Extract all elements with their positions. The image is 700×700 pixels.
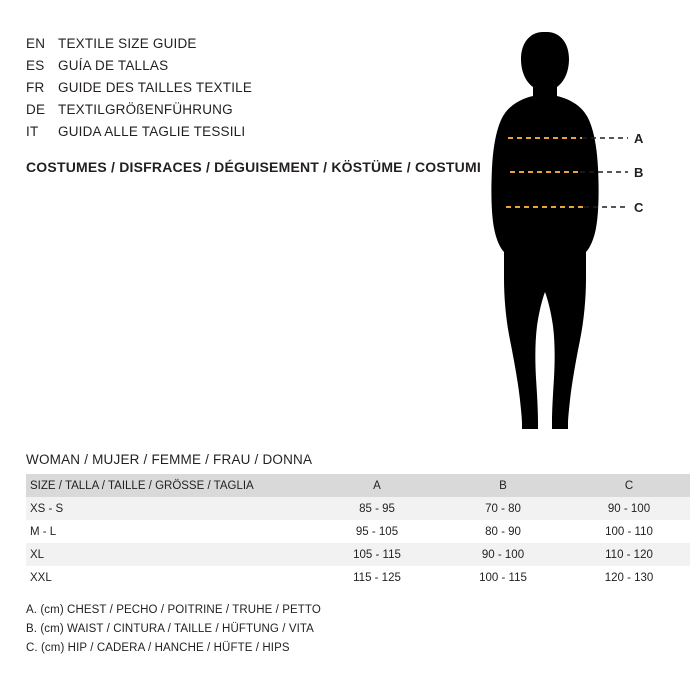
language-code: EN [26,36,46,51]
table-header-cell: SIZE / TALLA / TAILLE / GRÖSSE / TAGLIA [26,474,312,497]
table-row [26,520,690,543]
table-header-cell: A [312,474,438,497]
language-row [26,102,446,124]
costumes-heading: COSTUMES / DISFRACES / DÉGUISEMENT / KÖSTÜME / COSTUMI [26,159,481,175]
measure-label-b: B [634,165,644,180]
table-cell-a: 115 - 125 [312,566,438,589]
body-figure [460,30,680,440]
table-cell-b: 90 - 100 [438,543,564,566]
table-cell-a: 105 - 115 [312,543,438,566]
language-row [26,36,446,58]
table-cell-c: 90 - 100 [564,497,690,520]
language-list [26,36,446,146]
measurement-legend [26,601,321,658]
legend-line-b: B. (cm) WAIST / CINTURA / TAILLE / HÜFTUNG / VITA [26,623,314,635]
language-code: FR [26,80,45,95]
language-title: TEXTILE SIZE GUIDE [58,36,197,51]
language-title: GUIDA ALLE TAGLIE TESSILI [58,124,246,139]
table-cell-b: 100 - 115 [438,566,564,589]
language-title: GUIDE DES TAILLES TEXTILE [58,80,253,95]
table-header-cell: C [564,474,690,497]
table-row [26,566,690,589]
size-table-block [26,452,674,589]
table-header-row [26,474,690,497]
table-row [26,497,690,520]
table-row [26,543,690,566]
size-table [26,474,690,589]
table-cell-size: XS - S [26,497,312,520]
table-title: WOMAN / MUJER / FEMME / FRAU / DONNA [26,452,313,467]
language-row [26,80,446,102]
measure-label-c: C [634,200,644,215]
legend-line-a: A. (cm) CHEST / PECHO / POITRINE / TRUHE / PETTO [26,604,321,616]
measure-label-group [460,30,680,440]
language-code: ES [26,58,45,73]
table-cell-b: 70 - 80 [438,497,564,520]
table-cell-size: M - L [26,520,312,543]
table-cell-c: 110 - 120 [564,543,690,566]
legend-line-c: C. (cm) HIP / CADERA / HANCHE / HÜFTE / HIPS [26,642,290,654]
table-cell-size: XXL [26,566,312,589]
table-cell-a: 85 - 95 [312,497,438,520]
language-row [26,124,446,146]
language-code: IT [26,124,39,139]
language-code: DE [26,102,46,117]
table-cell-c: 100 - 110 [564,520,690,543]
language-row [26,58,446,80]
table-cell-a: 95 - 105 [312,520,438,543]
language-title: GUÍA DE TALLAS [58,58,169,73]
language-title: TEXTILGRÖßENFÜHRUNG [58,102,233,117]
table-header-cell: B [438,474,564,497]
table-cell-b: 80 - 90 [438,520,564,543]
measure-label-a: A [634,131,644,146]
table-cell-c: 120 - 130 [564,566,690,589]
table-cell-size: XL [26,543,312,566]
